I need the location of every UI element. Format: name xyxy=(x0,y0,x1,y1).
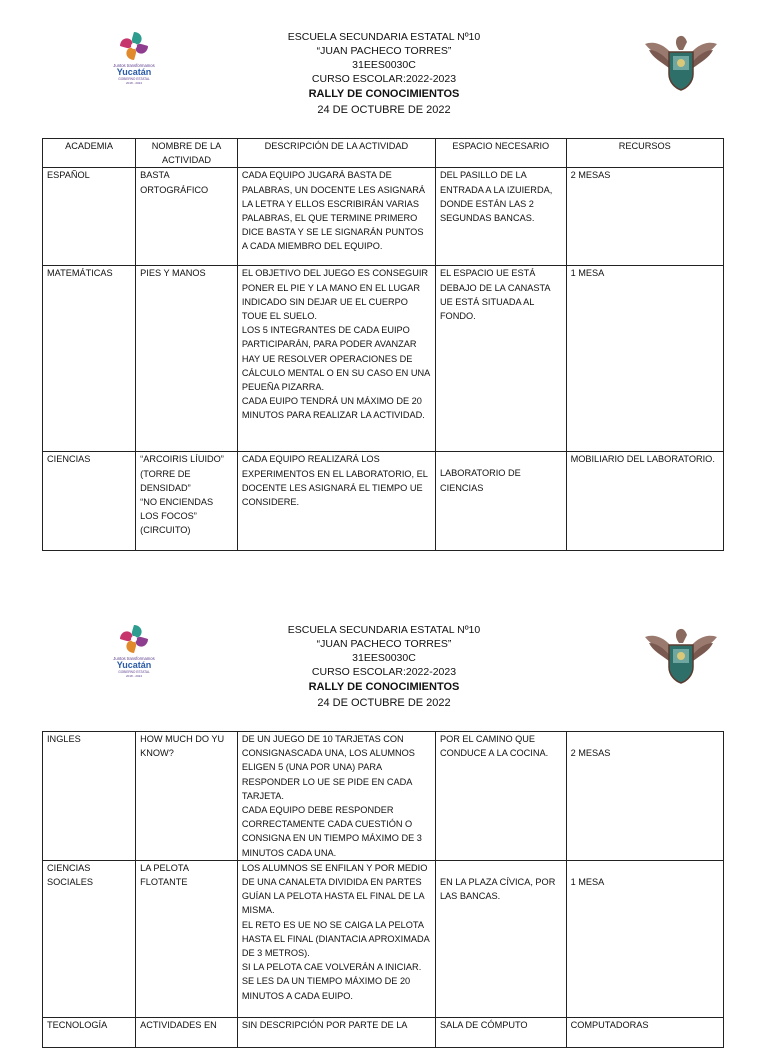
school-name: “JUAN PACHECO TORRES” xyxy=(316,45,452,57)
cell-academia: INGLES xyxy=(43,732,136,861)
activities-table-page1 xyxy=(42,138,724,551)
cell-nombre: HOW MUCH DO YU KNOW? xyxy=(136,732,238,861)
header-espacio: ESPACIO NECESARIO xyxy=(435,139,566,168)
cell-recursos: 1 MESA xyxy=(566,860,723,1017)
cell-espacio: EN LA PLAZA CÍVICA, POR LAS BANCAS. xyxy=(435,860,566,1017)
course-year: CURSO ESCOLAR:2022-2023 xyxy=(311,666,457,678)
svg-text:Yucatán: Yucatán xyxy=(116,660,152,670)
cell-espacio: LABORATORIO DE CIENCIAS xyxy=(435,452,566,551)
cell-academia: CIENCIAS SOCIALES xyxy=(43,860,136,1017)
school-line: ESCUELA SECUNDARIA ESTATAL Nº10 xyxy=(287,624,481,636)
cell-nombre: PIES Y MANOS xyxy=(136,266,238,452)
svg-text:2018 - 2024: 2018 - 2024 xyxy=(125,674,143,678)
cell-espacio: EL ESPACIO UE ESTÁ DEBAJO DE LA CANASTA UE ESTÁ SITUADA AL FONDO. xyxy=(435,266,566,452)
event-date: 24 DE OCTUBRE DE 2022 xyxy=(317,104,451,116)
event-date: 24 DE OCTUBRE DE 2022 xyxy=(317,697,451,709)
cell-nombre: ACTIVIDADES EN xyxy=(136,1017,238,1047)
header-descripcion: DESCRIPCIÓN DE LA ACTIVIDAD xyxy=(237,139,435,168)
header-text-block xyxy=(0,623,768,712)
event-title: RALLY DE CONOCIMIENTOS xyxy=(308,681,460,693)
svg-text:Juntos transformamos: Juntos transformamos xyxy=(113,656,155,661)
header-text-block xyxy=(0,30,768,119)
svg-text:2018 - 2024: 2018 - 2024 xyxy=(125,81,143,85)
cell-recursos: 1 MESA xyxy=(566,266,723,452)
page-header xyxy=(0,623,768,713)
svg-text:Yucatán: Yucatán xyxy=(116,67,152,77)
school-code: 31EES0030C xyxy=(352,59,416,71)
cell-academia: MATEMÁTICAS xyxy=(43,266,136,452)
svg-text:Juntos transformamos: Juntos transformamos xyxy=(113,63,155,68)
cell-espacio: DEL PASILLO DE LA ENTRADA A LA IZUIERDA, DONDE ESTÁN LAS 2 SEGUNDAS BANCAS. xyxy=(435,168,566,266)
course-year: CURSO ESCOLAR:2022-2023 xyxy=(311,73,457,85)
cell-descripcion: DE UN JUEGO DE 10 TARJETAS CON CONSIGNASCADA UNA, LOS ALUMNOS ELIGEN 5 (UNA POR UNA) PARA RESPONDER LO UE SE PIDE EN CADA TARJETA. CADA EQUIPO DEBE RESPONDER CORRECTAMENTE CADA CUESTIÓN O CONSIGNA EN UN TIEMPO MÁXIMO DE 3 MINUTOS CADA UNA. xyxy=(237,732,435,861)
school-code: 31EES0030C xyxy=(352,652,416,664)
cell-academia: ESPAÑOL xyxy=(43,168,136,266)
school-line: ESCUELA SECUNDARIA ESTATAL Nº10 xyxy=(287,31,481,43)
cell-recursos: 2 MESAS xyxy=(566,732,723,861)
cell-descripcion: CADA EQUIPO JUGARÁ BASTA DE PALABRAS, UN DOCENTE LES ASIGNARÁ LA LETRA Y ELLOS ESCRIBIRÁN VARIAS PALABRAS, EL QUE TERMINE PRIMERO DICE BASTA Y SE LE SIGNARÁN PUNTOS A CADA MIEMBRO DEL EQUIPO. xyxy=(237,168,435,266)
cell-nombre: LA PELOTA FLOTANTE xyxy=(136,860,238,1017)
table-header-row xyxy=(43,139,724,168)
cell-espacio: POR EL CAMINO QUE CONDUCE A LA COCINA. xyxy=(435,732,566,861)
svg-text:GOBIERNO ESTATAL: GOBIERNO ESTATAL xyxy=(118,77,150,81)
cell-academia: TECNOLOGÍA xyxy=(43,1017,136,1047)
cell-recursos: COMPUTADORAS xyxy=(566,1017,723,1047)
school-name: “JUAN PACHECO TORRES” xyxy=(316,638,452,650)
cell-nombre: “ARCOIRIS LÍUIDO” (TORRE DE DENSIDAD” “NO ENCIENDAS LOS FOCOS” (CIRCUITO) xyxy=(136,452,238,551)
header-nombre: NOMBRE DE LA ACTIVIDAD xyxy=(136,139,238,168)
cell-descripcion: SIN DESCRIPCIÓN POR PARTE DE LA xyxy=(237,1017,435,1047)
cell-descripcion: LOS ALUMNOS SE ENFILAN Y POR MEDIO DE UNA CANALETA DIVIDIDA EN PARTES GUÍAN LA PELOTA HASTA EL FINAL DE LA MISMA. EL RETO ES UE NO SE CAIGA LA PELOTA HASTA EL FINAL (DIANTACIA APROXIMADA DE 3 METROS). SI LA PELOTA CAE VOLVERÁN A INICIAR. SE LES DA UN TIEMPO MÁXIMO DE 20 MINUTOS A CADA EUIPO. xyxy=(237,860,435,1017)
page-header xyxy=(0,30,768,120)
table-row xyxy=(43,266,724,452)
header-academia: ACADEMIA xyxy=(43,139,136,168)
table-row xyxy=(43,732,724,861)
cell-recursos: MOBILIARIO DEL LABORATORIO. xyxy=(566,452,723,551)
cell-descripcion: EL OBJETIVO DEL JUEGO ES CONSEGUIR PONER EL PIE Y LA MANO EN EL LUGAR INDICADO SIN DEJAR UE EL CUERPO TOUE EL SUELO. LOS 5 INTEGRANTES DE CADA EUIPO PARTICIPARÁN, PARA PODER AVANZAR HAY UE RESOLVER OPERACIONES DE CÁLCULO MENTAL O EN SU CASO EN UNA PEUEÑA PIZARRA. CADA EUIPO TENDRÁ UN MÁXIMO DE 20 MINUTOS PARA REALIZAR LA ACTIVIDAD. xyxy=(237,266,435,452)
header-recursos: RECURSOS xyxy=(566,139,723,168)
table-row xyxy=(43,1017,724,1047)
cell-descripcion: CADA EQUIPO REALIZARÁ LOS EXPERIMENTOS EN EL LABORATORIO, EL DOCENTE LES ASIGNARÁ EL TIEMPO UE CONSIDERE. xyxy=(237,452,435,551)
cell-nombre: BASTA ORTOGRÁFICO xyxy=(136,168,238,266)
activities-table-page2 xyxy=(42,731,724,1048)
event-title: RALLY DE CONOCIMIENTOS xyxy=(308,88,460,100)
table-row xyxy=(43,168,724,266)
cell-academia: CIENCIAS xyxy=(43,452,136,551)
cell-espacio: SALA DE CÓMPUTO xyxy=(435,1017,566,1047)
svg-text:GOBIERNO ESTATAL: GOBIERNO ESTATAL xyxy=(118,670,150,674)
table-row xyxy=(43,452,724,551)
cell-recursos: 2 MESAS xyxy=(566,168,723,266)
table-row xyxy=(43,860,724,1017)
